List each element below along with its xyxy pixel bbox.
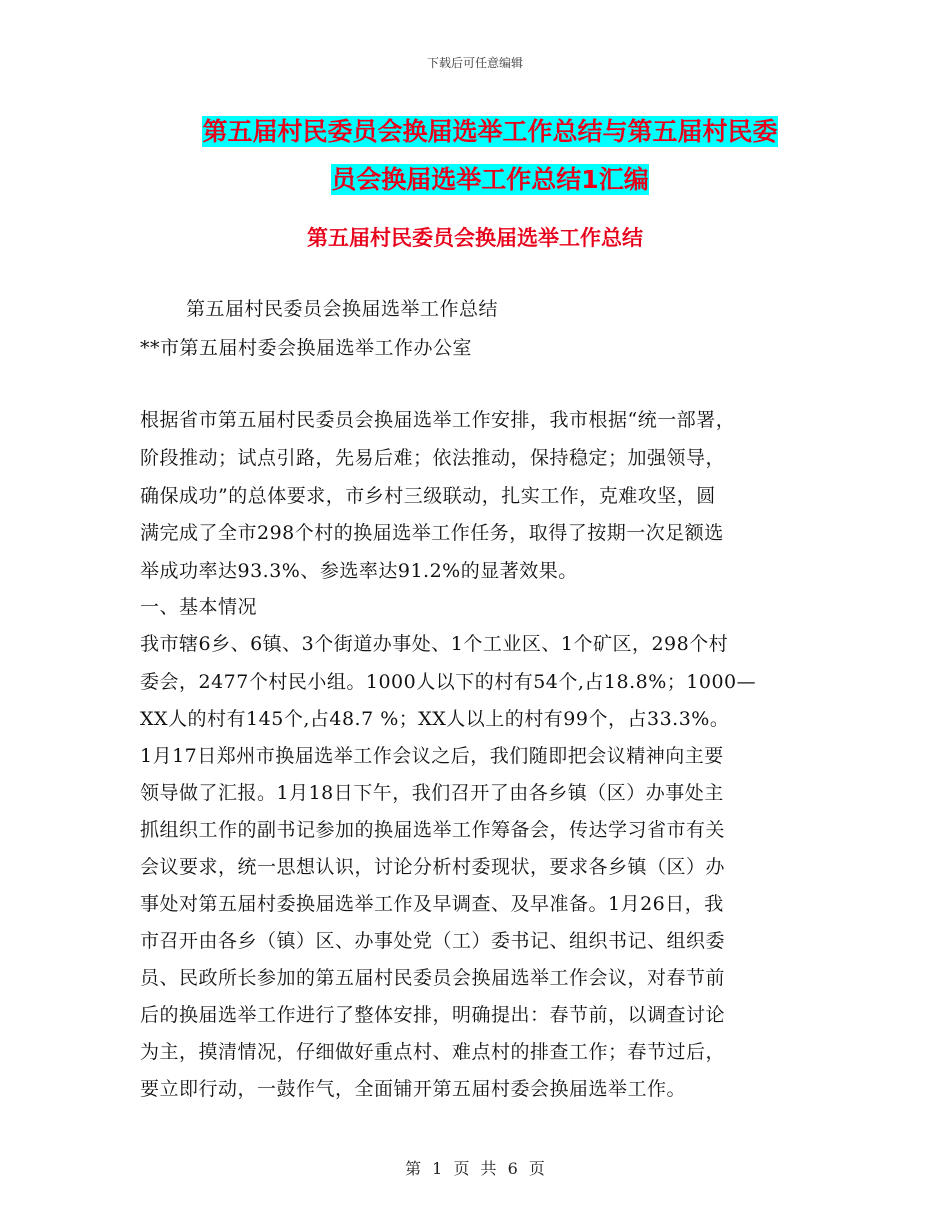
- body-line: 我市辖6乡、6镇、3个街道办事处、1个工业区、1个矿区，298个村: [140, 633, 729, 655]
- body-line: 1月17日郑州市换届选举工作会议之后，我们随即把会议精神向主要: [140, 745, 724, 767]
- document-title-line-2: 员会换届选举工作总结1汇编: [331, 165, 649, 194]
- body-line: 委会，2477个村民小组。1000人以下的村有54个,占18.8%；1000—: [140, 671, 757, 693]
- page-footer: 第 1 页 共 6 页: [405, 1159, 545, 1178]
- section-title: 第五届村民委员会换届选举工作总结: [307, 226, 643, 250]
- body-line: 事处对第五届村委换届选举工作及早调查、及早准备。1月26日，我: [140, 893, 724, 915]
- body-line: 会议要求，统一思想认识，讨论分析村委现状，要求各乡镇（区）办: [140, 856, 726, 878]
- document-title: [140, 108, 840, 204]
- body-line: 抓组织工作的副书记参加的换届选举工作筹备会，传达学习省市有关: [140, 819, 726, 841]
- body-line: 后的换届选举工作进行了整体安排，明确提出：春节前，以调查讨论: [140, 1004, 726, 1026]
- body-line: 确保成功”的总体要求，市乡村三级联动，扎实工作，克难攻坚，圆: [140, 485, 716, 507]
- issuer: **市第五届村委会换届选举工作办公室: [140, 337, 473, 359]
- body-line: 根据省市第五届村民委员会换届选举工作安排，我市根据“统一部署，: [140, 409, 736, 431]
- body-line: 要立即行动，一鼓作气，全面铺开第五届村委会换届选举工作。: [140, 1078, 687, 1100]
- body-line: 阶段推动；试点引路，先易后难；依法推动，保持稳定；加强领导，: [140, 447, 726, 469]
- body-line: 满完成了全市298个村的换届选举工作任务，取得了按期一次足额选: [140, 522, 724, 544]
- body-line: 领导做了汇报。1月18日下午，我们召开了由各乡镇（区）办事处主: [140, 782, 724, 804]
- body-line: 举成功率达93.3%、参选率达91.2%的显著效果。: [140, 560, 578, 582]
- body-line: XX人的村有145个,占48.7 %；XX人以上的村有99个，占33.3%。: [140, 708, 730, 730]
- body-line: 员、民政所长参加的第五届村民委员会换届选举工作会议，对春节前: [140, 967, 726, 989]
- document-title-line-1: 第五届村民委员会换届选举工作总结与第五届村民委: [202, 117, 778, 146]
- body-line: 为主，摸清情况，仔细做好重点村、难点村的排查工作；春节过后，: [140, 1041, 726, 1063]
- header-note: 下载后可任意编辑: [426, 56, 523, 70]
- subtitle: 第五届村民委员会换届选举工作总结: [186, 298, 499, 320]
- section-heading: 一、基本情况: [140, 596, 258, 618]
- body-line: 市召开由各乡（镇）区、办事处党（工）委书记、组织书记、组织委: [140, 930, 726, 952]
